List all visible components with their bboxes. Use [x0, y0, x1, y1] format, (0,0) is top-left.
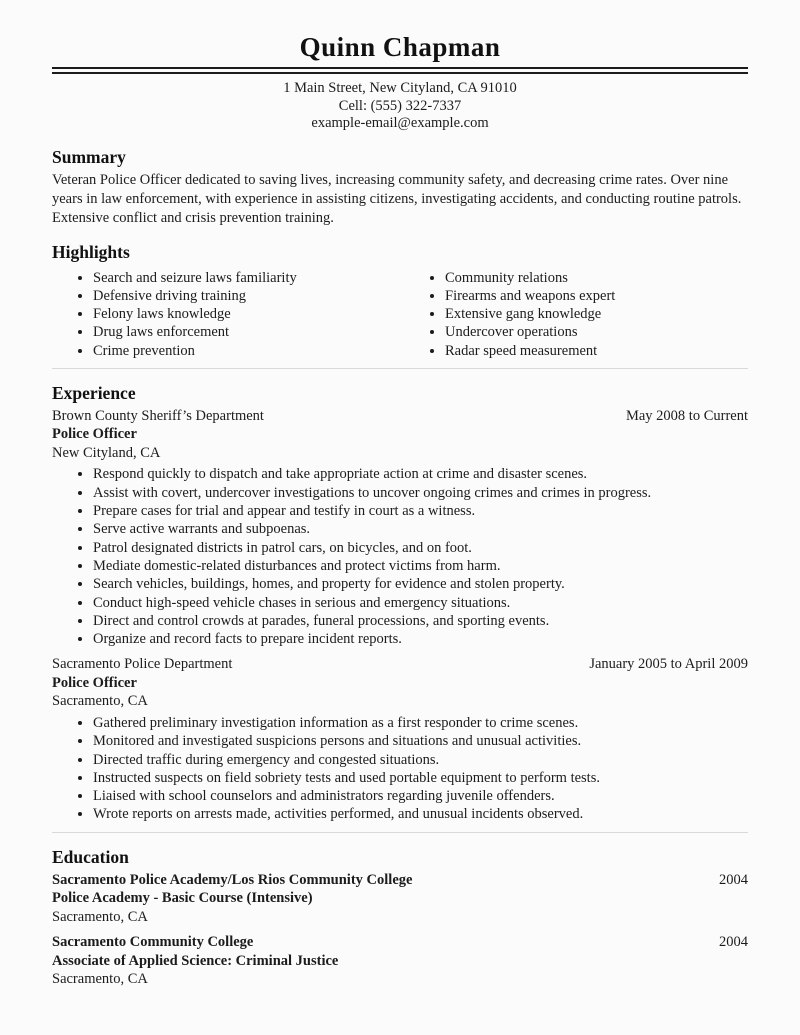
bullet-item: • Search vehicles, buildings, homes, and property for evidence and stolen property. — [93, 575, 748, 593]
bullet-item: • Patrol designated districts in patrol cars, on bicycles, and on foot. — [93, 539, 748, 557]
bullet-item: • Undercover operations — [445, 323, 748, 341]
job-location: New Cityland, CA — [52, 444, 161, 461]
education-year: 2004 — [719, 934, 748, 951]
bullet-item: • Organize and record facts to prepare incident reports. — [93, 630, 748, 648]
bullet-item: • Prepare cases for trial and appear and testify in court as a witness. — [93, 502, 748, 520]
school-name: Sacramento Police Academy/Los Rios Community College — [52, 871, 413, 888]
bullet-item: • Community relations — [445, 269, 748, 287]
summary-text: Veteran Police Officer dedicated to saving lives, increasing community safety, and decreasing crime rates. Over nine years in law enforcement, with experience in assisting citizens, investigating accidents, and conducting routine patrols. Extensive conflict and crisis prevention training. — [52, 171, 742, 226]
bullet-item: • Search and seizure laws familiarity — [93, 269, 400, 287]
job-header-row — [52, 655, 748, 674]
bullet-item: • Felony laws knowledge — [93, 305, 400, 323]
education-header-row — [52, 871, 748, 890]
highlights-columns — [52, 266, 748, 360]
bullet-item: • Firearms and weapons expert — [445, 287, 748, 305]
job-entry — [52, 655, 748, 823]
section-divider — [52, 832, 748, 833]
bullet-item: • Liaised with school counselors and administrators regarding juvenile offenders. — [93, 787, 748, 805]
job-duties-list — [52, 714, 748, 824]
education-entry — [52, 871, 748, 927]
candidate-name: Quinn Chapman — [299, 32, 501, 62]
bullet-item: • Direct and control crowds at parades, funeral processions, and sporting events. — [93, 612, 748, 630]
section-summary — [52, 146, 748, 228]
bullet-item: • Serve active warrants and subpoenas. — [93, 520, 748, 538]
experience-heading: Experience — [52, 382, 136, 403]
job-duties-list — [52, 465, 748, 648]
bullet-item: • Instructed suspects on field sobriety tests and used portable equipment to perform tests. — [93, 769, 748, 787]
education-location: Sacramento, CA — [52, 971, 148, 988]
employer-name: Brown County Sheriff’s Department — [52, 407, 264, 424]
bullet-item: • Defensive driving training — [93, 287, 400, 305]
bullet-item: • Wrote reports on arrests made, activities performed, and unusual incidents observed. — [93, 805, 748, 823]
employer-name: Sacramento Police Department — [52, 656, 233, 673]
highlights-left-list — [52, 269, 400, 360]
job-dates: May 2008 to Current — [625, 407, 748, 424]
double-rule-divider — [52, 67, 748, 74]
contact-phone: Cell: (555) 322-7337 — [338, 97, 462, 114]
job-location: Sacramento, CA — [52, 693, 148, 710]
bullet-item: • Crime prevention — [93, 342, 400, 360]
education-heading: Education — [52, 846, 129, 867]
job-title: Police Officer — [52, 426, 137, 443]
section-divider — [52, 368, 748, 369]
highlights-right-list — [400, 269, 748, 360]
education-entry — [52, 933, 748, 989]
bullet-item: • Mediate domestic-related disturbances and protect victims from harm. — [93, 557, 748, 575]
degree-title: Associate of Applied Science: Criminal Justice — [52, 952, 339, 969]
bullet-item: • Conduct high-speed vehicle chases in serious and emergency situations. — [93, 594, 748, 612]
contact-address: 1 Main Street, New Cityland, CA 91010 — [283, 80, 517, 96]
degree-title: Police Academy - Basic Course (Intensive) — [52, 890, 313, 907]
education-header-row — [52, 933, 748, 952]
education-year: 2004 — [719, 871, 748, 888]
contact-email: example-email@example.com — [311, 115, 489, 131]
school-name: Sacramento Community College — [52, 934, 254, 951]
bullet-item: • Monitored and investigated suspicions persons and situations and unusual activities. — [93, 732, 748, 750]
bullet-item: • Directed traffic during emergency and congested situations. — [93, 751, 748, 769]
section-experience — [52, 382, 748, 824]
contact-block — [52, 80, 748, 133]
job-header-row — [52, 407, 748, 426]
education-location: Sacramento, CA — [52, 908, 148, 925]
section-highlights — [52, 241, 748, 360]
bullet-item: • Radar speed measurement — [445, 342, 748, 360]
job-dates: January 2005 to April 2009 — [589, 656, 748, 673]
highlights-heading: Highlights — [52, 241, 130, 262]
bullet-item: • Gathered preliminary investigation information as a first responder to crime scenes. — [93, 714, 748, 732]
section-education — [52, 846, 748, 989]
bullet-item: • Drug laws enforcement — [93, 323, 400, 341]
summary-heading: Summary — [52, 146, 126, 167]
bullet-item: • Extensive gang knowledge — [445, 305, 748, 323]
job-title: Police Officer — [52, 674, 137, 691]
bullet-item: • Assist with covert, undercover investigations to uncover ongoing crimes and crimes in progress. — [93, 484, 748, 502]
bullet-item: • Respond quickly to dispatch and take appropriate action at crime and disaster scenes. — [93, 465, 748, 483]
job-entry — [52, 407, 748, 648]
